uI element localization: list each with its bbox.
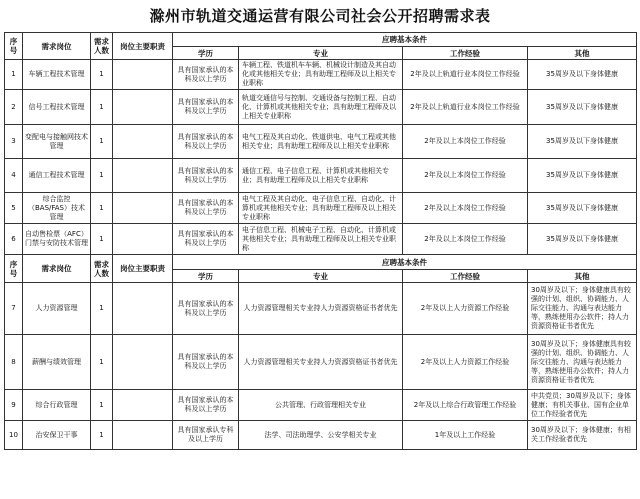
cell-count: 1 <box>91 159 113 193</box>
cell-duties <box>113 125 173 159</box>
cell-experience: 2年及以上综合行政管理工作经验 <box>403 390 528 421</box>
cell-position: 自动售检票（AFC）门禁与安防技术管理 <box>23 224 91 255</box>
header-position: 需求岗位 <box>23 33 91 60</box>
cell-experience: 2年及以上轨道行业本岗位工作经验 <box>403 60 528 90</box>
cell-major: 电气工程及其自动化、电子信息工程、自动化、计算机或其他相关专业；具有助理工程师及以上相关专业职称 <box>239 193 403 224</box>
header-conditions: 应聘基本条件 <box>173 255 637 270</box>
table-row <box>5 90 637 125</box>
table-row <box>5 335 637 390</box>
header-count: 需求人数 <box>91 33 113 60</box>
cell-other: 30周岁及以下；身体健康具有较强的计划、组织、协调能力、人际交往能力、沟通与表达能力等，熟练使用办公软件；持人力资源资格证书者优先 <box>528 335 637 390</box>
cell-count: 1 <box>91 125 113 159</box>
table-row <box>5 421 637 450</box>
cell-count: 1 <box>91 421 113 450</box>
cell-duties <box>113 224 173 255</box>
cell-experience: 2年及以上轨道行业本岗位工作经验 <box>403 90 528 125</box>
cell-count: 1 <box>91 90 113 125</box>
cell-position: 人力资源管理 <box>23 283 91 335</box>
cell-position: 综合监控（BAS/FAS）技术管理 <box>23 193 91 224</box>
cell-seq: 10 <box>5 421 23 450</box>
cell-education: 具有国家承认的本科及以上学历 <box>173 159 239 193</box>
header-seq: 序号 <box>5 255 23 283</box>
header-duties: 岗位主要职责 <box>113 33 173 60</box>
table-row <box>5 125 637 159</box>
cell-seq: 6 <box>5 224 23 255</box>
cell-seq: 9 <box>5 390 23 421</box>
cell-major: 电子信息工程、机械电子工程、自动化、计算机或其他相关专业；具有助理工程师及以上相关专业职称 <box>239 224 403 255</box>
page-title: 滁州市轨道交通运营有限公司社会公开招聘需求表 <box>149 7 491 25</box>
cell-other: 35周岁及以下身体健康 <box>528 90 637 125</box>
cell-seq: 4 <box>5 159 23 193</box>
cell-seq: 2 <box>5 90 23 125</box>
cell-education: 具有国家承认的本科及以上学历 <box>173 390 239 421</box>
recruitment-table <box>4 32 637 450</box>
cell-duties <box>113 390 173 421</box>
cell-other: 30周岁及以下；身体健康具有较强的计划、组织、协调能力、人际交往能力、沟通与表达能力等，熟练使用办公软件；持人力资源资格证书者优先 <box>528 283 637 335</box>
header-experience: 工作经验 <box>403 47 528 60</box>
cell-position: 变配电与接触网技术管理 <box>23 125 91 159</box>
cell-position: 薪酬与绩效管理 <box>23 335 91 390</box>
cell-major: 车辆工程、铁道机车车辆、机械设计制造及其自动化或其他相关专业；具有助理工程师及以上相关专业职称 <box>239 60 403 90</box>
cell-experience: 1年及以上工作经验 <box>403 421 528 450</box>
cell-duties <box>113 60 173 90</box>
cell-education: 具有国家承认的本科及以上学历 <box>173 193 239 224</box>
table-row <box>5 159 637 193</box>
header-position: 需求岗位 <box>23 255 91 283</box>
cell-experience: 2年及以上人力资源工作经验 <box>403 335 528 390</box>
cell-duties <box>113 159 173 193</box>
cell-position: 综合行政管理 <box>23 390 91 421</box>
header-row-a <box>5 33 637 47</box>
cell-major: 轨道交通信号与控制、交通设备与控制工程、自动化、计算机或其他相关专业；具有助理工程师及以上相关专业职称 <box>239 90 403 125</box>
table-row <box>5 224 637 255</box>
header-other: 其他 <box>528 270 637 283</box>
header-conditions: 应聘基本条件 <box>173 33 637 47</box>
header-education: 学历 <box>173 47 239 60</box>
table-row <box>5 60 637 90</box>
cell-other: 35周岁及以下身体健康 <box>528 60 637 90</box>
cell-other: 35周岁及以下身体健康 <box>528 193 637 224</box>
cell-seq: 1 <box>5 60 23 90</box>
cell-experience: 2年及以上本岗位工作经验 <box>403 193 528 224</box>
cell-duties <box>113 283 173 335</box>
cell-other: 中共党员；30周岁及以下；身体健康；有机关事业、国有企业单位工作经验者优先 <box>528 390 637 421</box>
cell-major: 人力资源管理相关专业持人力资源资格证书者优先 <box>239 335 403 390</box>
cell-seq: 8 <box>5 335 23 390</box>
cell-position: 信号工程技术管理 <box>23 90 91 125</box>
cell-other: 30周岁及以下；身体健康；有相关工作经验者优先 <box>528 421 637 450</box>
table-row <box>5 193 637 224</box>
cell-experience: 2年及以上本岗位工作经验 <box>403 224 528 255</box>
cell-education: 具有国家承认的本科及以上学历 <box>173 224 239 255</box>
cell-other: 35周岁及以下身体健康 <box>528 224 637 255</box>
cell-seq: 7 <box>5 283 23 335</box>
header-row-b <box>5 255 637 270</box>
cell-position: 通信工程技术管理 <box>23 159 91 193</box>
cell-count: 1 <box>91 390 113 421</box>
cell-count: 1 <box>91 60 113 90</box>
cell-major: 法学、司法助理学、公安学相关专业 <box>239 421 403 450</box>
header-major: 专业 <box>239 270 403 283</box>
header-duties: 岗位主要职责 <box>113 255 173 283</box>
cell-seq: 5 <box>5 193 23 224</box>
cell-major: 电气工程及其自动化、铁道供电、电气工程或其他相关专业；具有助理工程师及以上相关专业职称 <box>239 125 403 159</box>
cell-count: 1 <box>91 193 113 224</box>
cell-position: 治安保卫干事 <box>23 421 91 450</box>
cell-education: 具有国家承认的本科及以上学历 <box>173 60 239 90</box>
header-other: 其他 <box>528 47 637 60</box>
cell-major: 人力资源管理相关专业持人力资源资格证书者优先 <box>239 283 403 335</box>
cell-count: 1 <box>91 335 113 390</box>
cell-experience: 2年及以上人力资源工作经验 <box>403 283 528 335</box>
cell-education: 具有国家承认专科及以上学历 <box>173 421 239 450</box>
cell-major: 公共管理、行政管理相关专业 <box>239 390 403 421</box>
header-seq: 序号 <box>5 33 23 60</box>
cell-other: 35周岁及以下身体健康 <box>528 125 637 159</box>
cell-education: 具有国家承认的本科及以上学历 <box>173 125 239 159</box>
cell-education: 具有国家承认的本科及以上学历 <box>173 90 239 125</box>
table-row <box>5 283 637 335</box>
cell-experience: 2年及以上本岗位工作经验 <box>403 125 528 159</box>
cell-other: 35周岁及以下身体健康 <box>528 159 637 193</box>
cell-education: 具有国家承认的本科及以上学历 <box>173 283 239 335</box>
cell-count: 1 <box>91 283 113 335</box>
cell-duties <box>113 421 173 450</box>
cell-count: 1 <box>91 224 113 255</box>
cell-seq: 3 <box>5 125 23 159</box>
cell-experience: 2年及以上本岗位工作经验 <box>403 159 528 193</box>
header-major: 专业 <box>239 47 403 60</box>
header-education: 学历 <box>173 270 239 283</box>
cell-duties <box>113 193 173 224</box>
cell-position: 车辆工程技术管理 <box>23 60 91 90</box>
cell-duties <box>113 90 173 125</box>
cell-duties <box>113 335 173 390</box>
table-row <box>5 390 637 421</box>
cell-major: 通信工程、电子信息工程、计算机或其他相关专业；具有助理工程师及以上相关专业职称 <box>239 159 403 193</box>
header-count: 需求人数 <box>91 255 113 283</box>
header-experience: 工作经验 <box>403 270 528 283</box>
cell-education: 具有国家承认的本科及以上学历 <box>173 335 239 390</box>
